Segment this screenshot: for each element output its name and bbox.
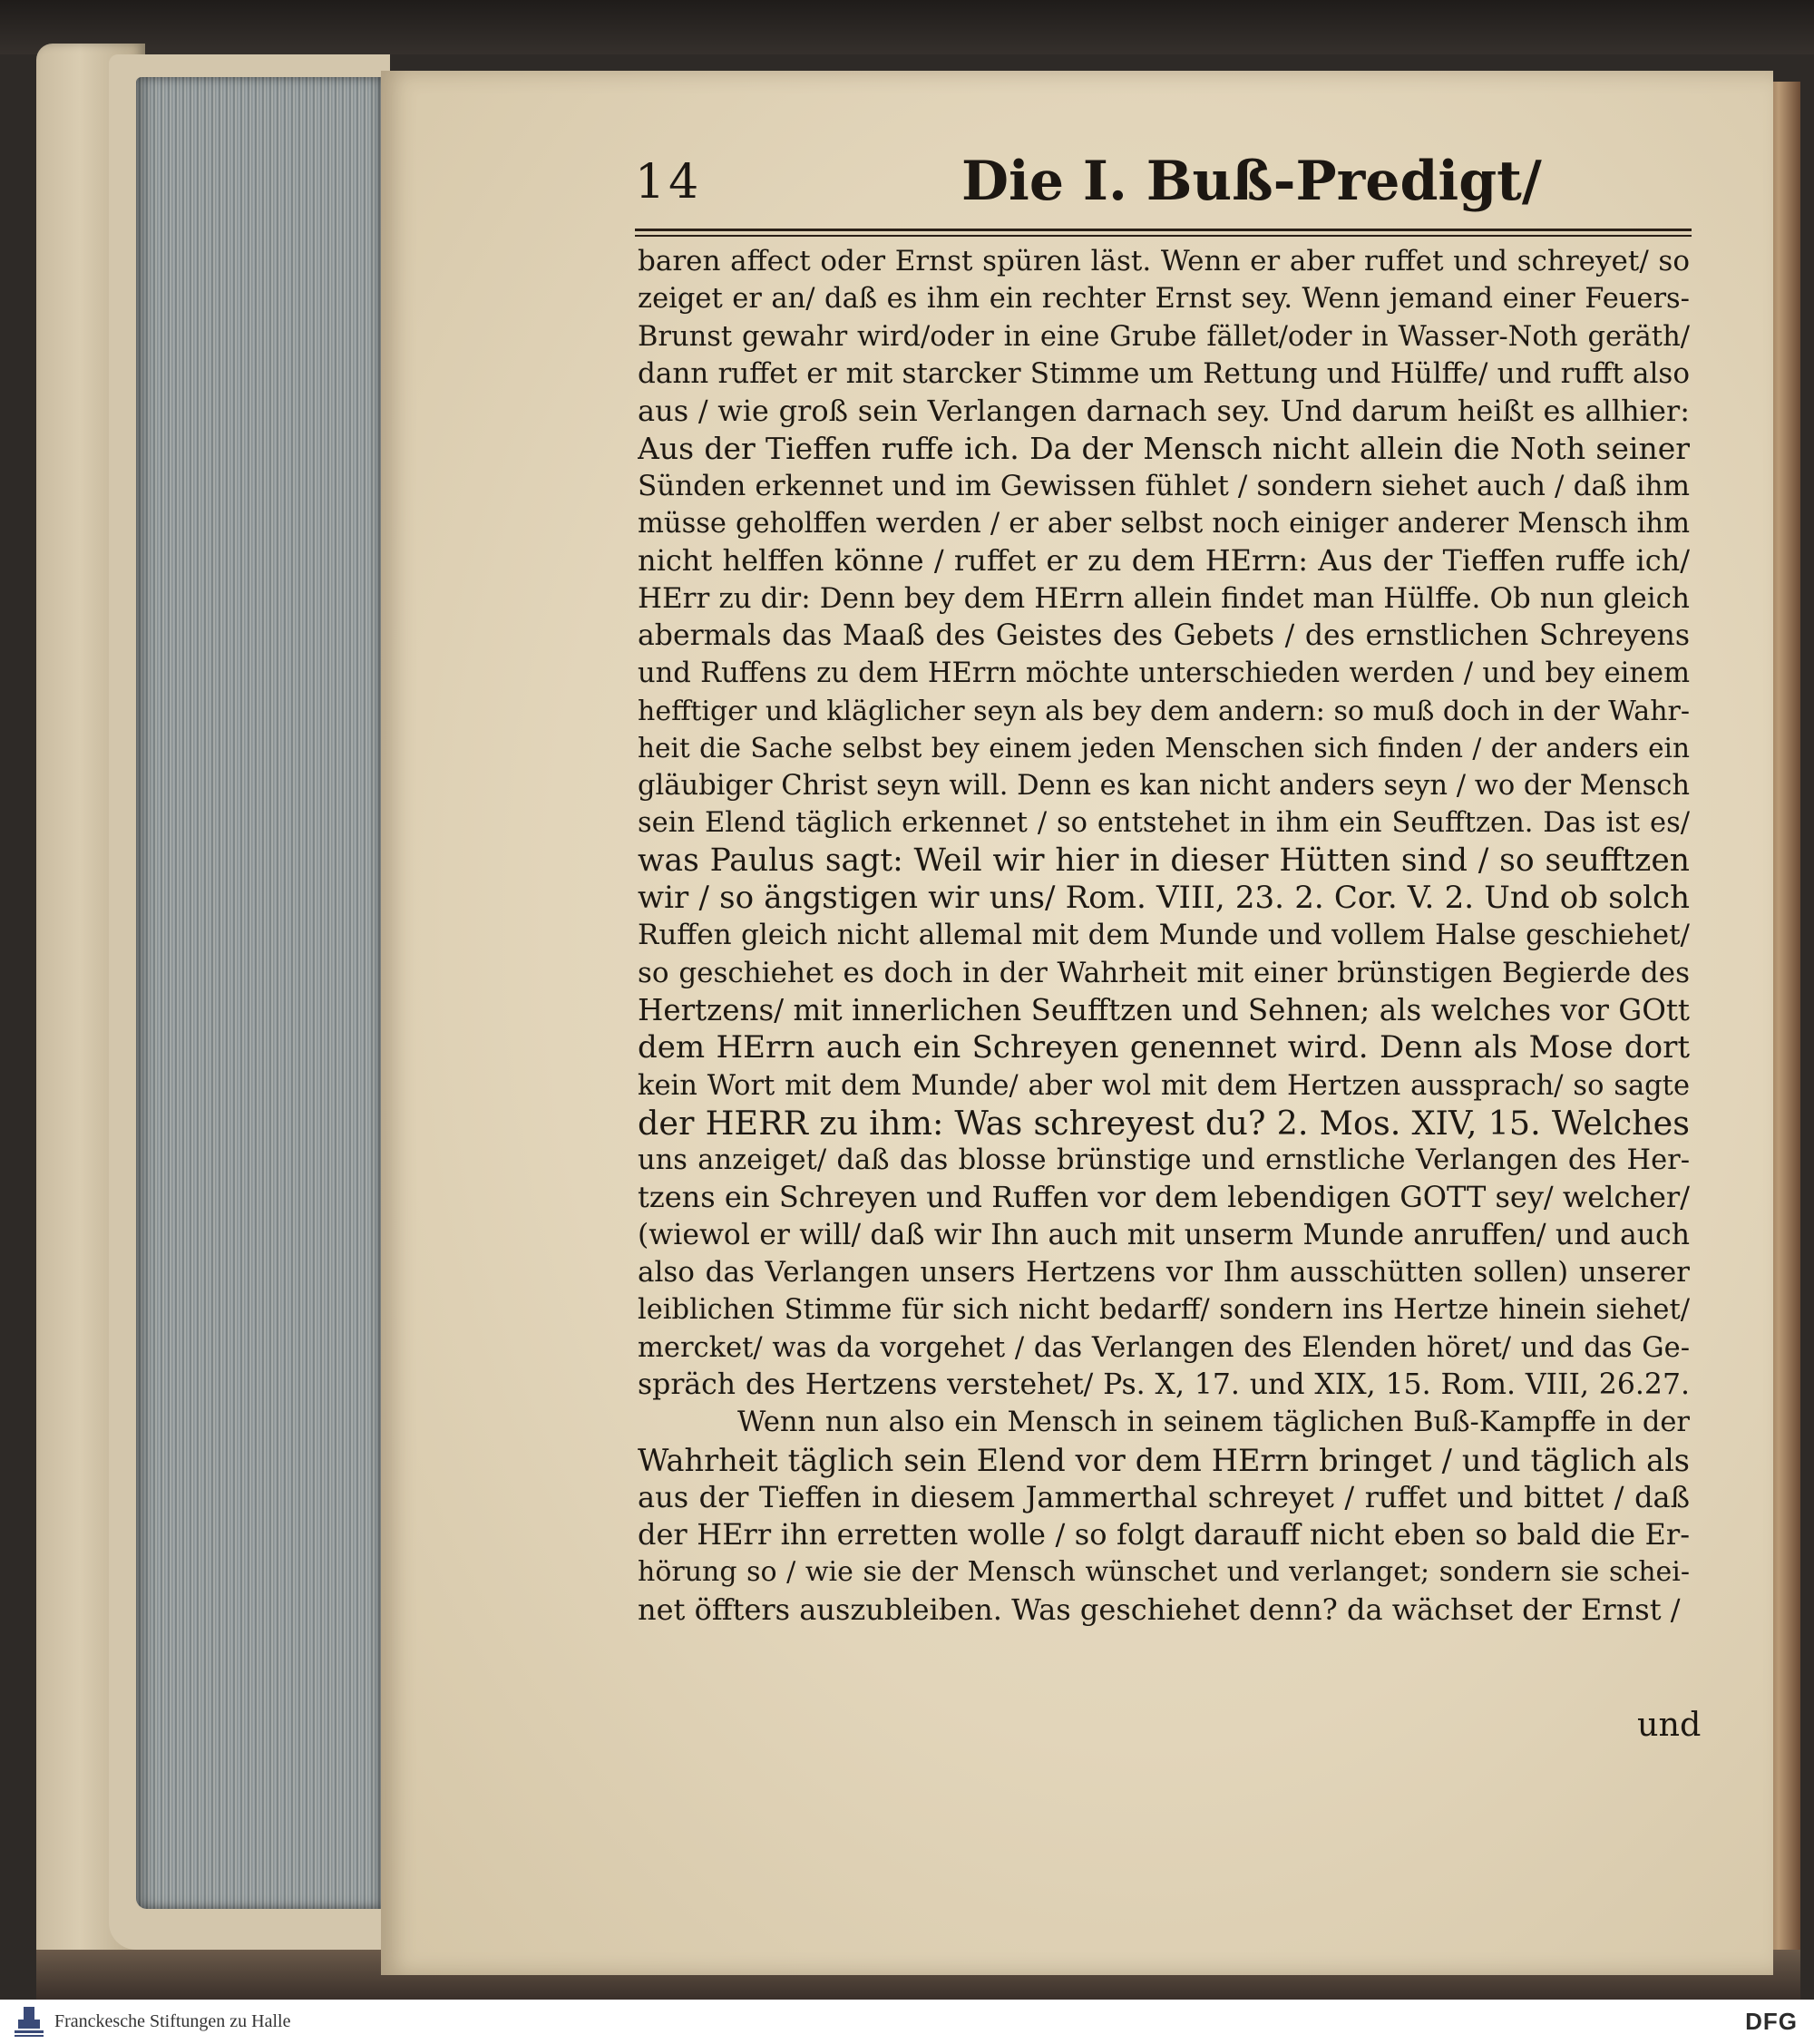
text-line: dann ruffet er mit starcker Stimme um Rettung und Hülffe/ und rufft also — [638, 356, 1690, 390]
text-line: hefftiger und kläglicher seyn als bey dem andern: so muß doch in der Wahr- — [638, 695, 1690, 727]
text-line: aus / wie groß sein Verlangen darnach sey. Und darum heißt es allhier: — [638, 394, 1690, 429]
text-line: müsse geholffen werden / er aber selbst noch einiger anderer Mensch ihm — [638, 508, 1690, 540]
text-line: leiblichen Stimme für sich nicht bedarff/ sondern ins Hertze hinein siehet/ — [638, 1294, 1690, 1327]
running-head: Die I. Buß-Predigt/ — [961, 150, 1542, 213]
text-line: baren affect oder Ernst spüren läst. Wenn er aber ruffet und schreyet/ so — [638, 245, 1690, 277]
text-line: HErr zu dir: Denn bey dem HErrn allein findet man Hülffe. Ob nun gleich — [638, 581, 1690, 615]
text-line: so geschiehet es doch in der Wahrheit mit einer brünstigen Begierde des — [638, 956, 1690, 989]
text-line: heit die Sache selbst bey einem jeden Menschen sich finden / der anders ein — [638, 732, 1690, 764]
header-rule — [635, 229, 1692, 237]
text-line: Aus der Tieffen ruffe ich. Da der Mensch nicht allein die Noth seiner — [638, 431, 1690, 467]
text-line: Ruffen gleich nicht allemal mit dem Munde und vollem Halse geschiehet/ — [638, 919, 1690, 952]
page-edges — [136, 77, 381, 1909]
text-line: abermals das Maaß des Geistes des Gebets / des ernstlichen Schreyens — [638, 618, 1690, 652]
text-line: hörung so / wie sie der Mensch wünschet und verlanget; sondern sie schei- — [638, 1556, 1690, 1589]
text-line: Brunst gewahr wird/oder in eine Grube fället/oder in Wasser-Noth geräth/ — [638, 320, 1690, 353]
text-line: spräch des Hertzens verstehet/ Ps. X, 17. und XIX, 15. Rom. VIII, 26.27. — [638, 1368, 1690, 1401]
text-line: nicht helffen könne / ruffet er zu dem HErrn: Aus der Tieffen ruffe ich/ — [638, 543, 1690, 579]
text-line: (wiewol er will/ daß wir Ihn auch mit unserm Munde anruffen/ und auch — [638, 1218, 1690, 1251]
text-line: Hertzens/ mit innerlichen Seufftzen und Sehnen; als welches vor GOtt — [638, 992, 1690, 1027]
text-line: und Ruffens zu dem HErrn möchte unterschieden werden / und bey einem — [638, 657, 1690, 690]
text-line: der HERR zu ihm: Was schreyest du? 2. Mos. XIV, 15. Welches — [638, 1104, 1690, 1143]
text-line: also das Verlangen unsers Hertzens vor Ihm ausschütten sollen) unserer — [638, 1256, 1690, 1290]
text-line: Wenn nun also ein Mensch in seinem täglichen Buß-Kampffe in der — [737, 1406, 1690, 1439]
text-line: net öffters auszubleiben. Was geschiehet denn? da wächset der Ernst / — [638, 1591, 1681, 1627]
text-line: wir / so ängstigen wir uns/ Rom. VIII, 23. 2. Cor. V. 2. Und ob solch — [638, 880, 1690, 917]
text-line: dem HErrn auch ein Schreyen genennet wird. Denn als Mose dort — [638, 1029, 1690, 1066]
institution-name: Franckesche Stiftungen zu Halle — [54, 2011, 291, 2031]
background — [0, 0, 1814, 54]
text-line: der HErr ihn erretten wolle / so folgt darauff nicht eben so bald die Er- — [638, 1517, 1690, 1552]
text-line: uns anzeiget/ daß das blosse brünstige und ernstliche Verlangen des Her- — [638, 1144, 1690, 1177]
page-header — [635, 150, 1687, 222]
text-line: aus der Tieffen in diesem Jammerthal schreyet / ruffet und bittet / daß — [638, 1479, 1690, 1514]
institution-logo-icon — [11, 2005, 47, 2039]
body-text — [638, 243, 1690, 1629]
text-line: sein Elend täglich erkennet / so entstehet in ihm ein Seufftzen. Das ist es/ — [638, 807, 1690, 840]
funder-logo: DFG — [1745, 2008, 1798, 2035]
text-line: Sünden erkennet und im Gewissen fühlet / sondern siehet auch / daß ihm — [638, 469, 1690, 502]
catchword: und — [1637, 1705, 1702, 1744]
text-line: kein Wort mit dem Munde/ aber wol mit dem Hertzen aussprach/ so sagte — [638, 1069, 1690, 1102]
text-line: Wahrheit täglich sein Elend vor dem HErrn bringet / und täglich als — [638, 1442, 1690, 1478]
page-number: 14 — [635, 155, 703, 209]
footer-bar — [0, 2000, 1814, 2044]
text-line: zeiget er an/ daß es ihm ein rechter Ernst sey. Wenn jemand einer Feuers- — [638, 283, 1690, 316]
text-line: gläubiger Christ seyn will. Denn es kan nicht anders seyn / wo der Mensch — [638, 770, 1690, 803]
text-line: was Paulus sagt: Weil wir hier in dieser Hütten sind / so seufftzen — [638, 842, 1690, 879]
text-line: mercket/ was da vorgehet / das Verlangen des Elenden höret/ und das Ge- — [638, 1331, 1690, 1364]
text-line: tzens ein Schreyen und Ruffen vor dem lebendigen GOTT sey/ welcher/ — [638, 1180, 1690, 1215]
